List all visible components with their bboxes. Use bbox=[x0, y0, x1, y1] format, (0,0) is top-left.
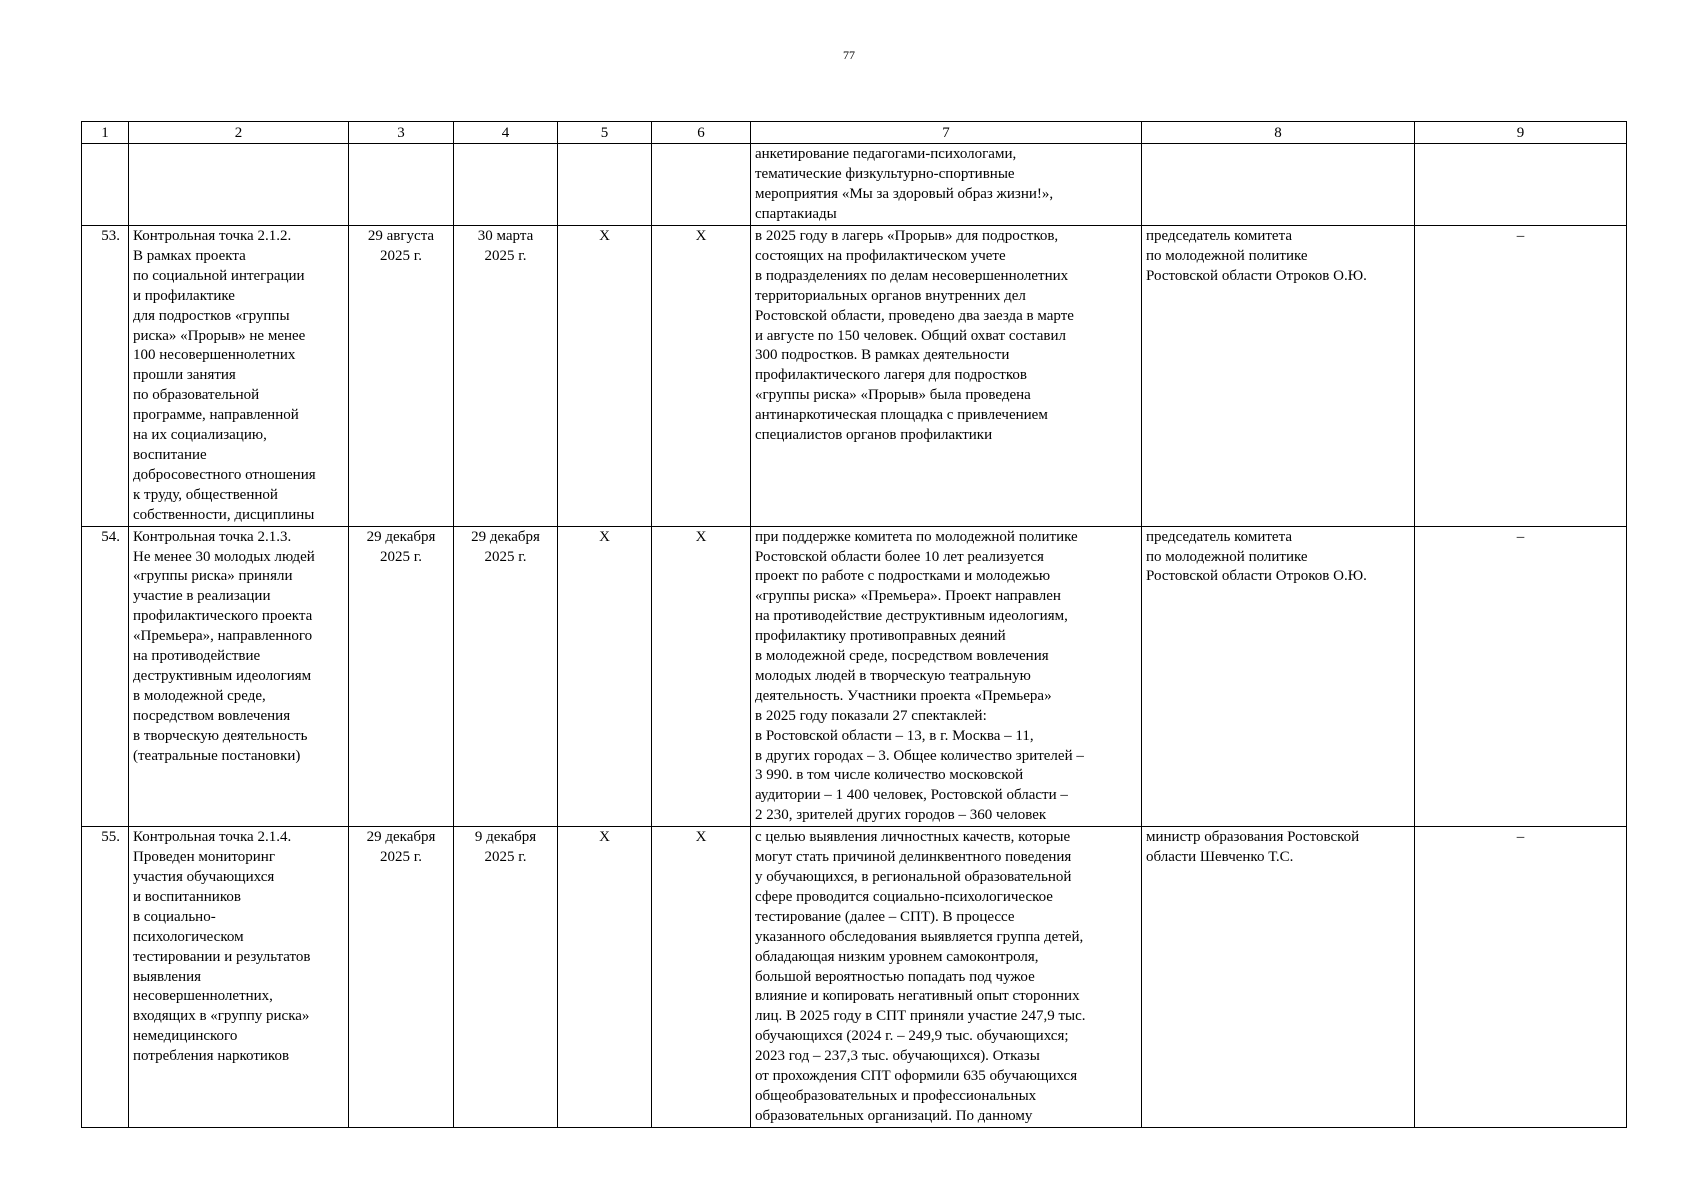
cell-responsible: председатель комитета по молодежной политике Ростовской области Отроков О.Ю. bbox=[1142, 226, 1415, 527]
header-col-9: 9 bbox=[1415, 122, 1627, 144]
cell-empty bbox=[558, 144, 652, 226]
header-col-3: 3 bbox=[349, 122, 454, 144]
cell-empty bbox=[349, 144, 454, 226]
header-col-6: 6 bbox=[652, 122, 751, 144]
cell-col5: X bbox=[558, 526, 652, 827]
cell-actual-date: 9 декабря 2025 г. bbox=[454, 827, 558, 1128]
cell-number: 54. bbox=[82, 526, 129, 827]
cell-col9: – bbox=[1415, 526, 1627, 827]
cell-planned-date: 29 декабря 2025 г. bbox=[349, 827, 454, 1128]
cell-col6: X bbox=[652, 526, 751, 827]
cell-empty bbox=[82, 144, 129, 226]
cell-control-point: Контрольная точка 2.1.4. Проведен мониторинг участия обучающихся и воспитанников в социально- психологическом тестировании и результатов выявления несовершеннолетних, входящих в «группу риска» немедицинского потребления наркотиков bbox=[129, 827, 349, 1128]
cell-col5: X bbox=[558, 226, 652, 527]
cell-empty bbox=[652, 144, 751, 226]
cell-control-point: Контрольная точка 2.1.3. Не менее 30 молодых людей «группы риска» приняли участие в реализации профилактического проекта «Премьера», направленного на противодействие деструктивным идеологиям в молодежной среде, посредством вовлечения в творческую деятельность (театральные постановки) bbox=[129, 526, 349, 827]
cell-actual-date: 29 декабря 2025 г. bbox=[454, 526, 558, 827]
cell-col6: X bbox=[652, 226, 751, 527]
table-row bbox=[82, 827, 1627, 1128]
header-col-7: 7 bbox=[751, 122, 1142, 144]
cell-planned-date: 29 декабря 2025 г. bbox=[349, 526, 454, 827]
cell-description: в 2025 году в лагерь «Прорыв» для подростков, состоящих на профилактическом учете в подразделениях по делам несовершеннолетних территориальных органов внутренних дел Ростовской области, проведено два заезда в марте и августе по 150 человек. Общий охват составил 300 подростков. В рамках деятельности профилактического лагеря для подростков «группы риска» «Прорыв» была проведена антинаркотическая площадка с привлечением специалистов органов профилактики bbox=[751, 226, 1142, 527]
header-col-5: 5 bbox=[558, 122, 652, 144]
table-row bbox=[82, 226, 1627, 527]
cell-description: с целью выявления личностных качеств, которые могут стать причиной делинквентного поведения у обучающихся, в региональной образовательной сфере проводится социально-психологическое тестирование (далее – СПТ). В процессе указанного обследования выявляется группа детей, обладающая низким уровнем самоконтроля, большой вероятностью попадать под чужое влияние и копировать негативный опыт сторонних лиц. В 2025 году в СПТ приняли участие 247,9 тыс. обучающихся (2024 г. – 249,9 тыс. обучающихся; 2023 год – 237,3 тыс. обучающихся). Отказы от прохождения СПТ оформили 635 обучающихся общеобразовательных и профессиональных образовательных организаций. По данному bbox=[751, 827, 1142, 1128]
cell-empty bbox=[1415, 144, 1627, 226]
cell-control-point: Контрольная точка 2.1.2. В рамках проекта по социальной интеграции и профилактике для подростков «группы риска» «Прорыв» не менее 100 несовершеннолетних прошли занятия по образовательной программе, направленной на их социализацию, воспитание добросовестного отношения к труду, общественной собственности, дисциплины bbox=[129, 226, 349, 527]
cell-responsible: министр образования Ростовской области Шевченко Т.С. bbox=[1142, 827, 1415, 1128]
page-number: 77 bbox=[843, 48, 855, 62]
header-col-4: 4 bbox=[454, 122, 558, 144]
cell-number: 53. bbox=[82, 226, 129, 527]
header-col-2: 2 bbox=[129, 122, 349, 144]
table-row-continuation bbox=[82, 144, 1627, 226]
cell-description: при поддержке комитета по молодежной политике Ростовской области более 10 лет реализуется проект по работе с подростками и молодежью «группы риска» «Премьера». Проект направлен на противодействие деструктивным идеологиям, профилактику противоправных деяний в молодежной среде, посредством вовлечения молодых людей в творческую театральную деятельность. Участники проекта «Премьера» в 2025 году показали 27 спектаклей: в Ростовской области – 13, в г. Москва – 11, в других городах – 3. Общее количество зрителей – 3 990. в том числе количество московской аудитории – 1 400 человек, Ростовской области – 2 230, зрителей других городов – 360 человек bbox=[751, 526, 1142, 827]
cell-col6: X bbox=[652, 827, 751, 1128]
header-col-1: 1 bbox=[82, 122, 129, 144]
cell-empty bbox=[1142, 144, 1415, 226]
cell-planned-date: 29 августа 2025 г. bbox=[349, 226, 454, 527]
cell-number: 55. bbox=[82, 827, 129, 1128]
cell-col9: – bbox=[1415, 827, 1627, 1128]
cell-col9: – bbox=[1415, 226, 1627, 527]
cell-actual-date: 30 марта 2025 г. bbox=[454, 226, 558, 527]
cell-empty bbox=[454, 144, 558, 226]
cell-responsible: председатель комитета по молодежной политике Ростовской области Отроков О.Ю. bbox=[1142, 526, 1415, 827]
report-table bbox=[81, 121, 1627, 1128]
header-row bbox=[82, 122, 1627, 144]
header-col-8: 8 bbox=[1142, 122, 1415, 144]
cell-empty bbox=[129, 144, 349, 226]
table-row bbox=[82, 526, 1627, 827]
cell-col5: X bbox=[558, 827, 652, 1128]
cell-description: анкетирование педагогами-психологами, тематические физкультурно-спортивные мероприятия «Мы за здоровый образ жизни!», спартакиады bbox=[751, 144, 1142, 226]
